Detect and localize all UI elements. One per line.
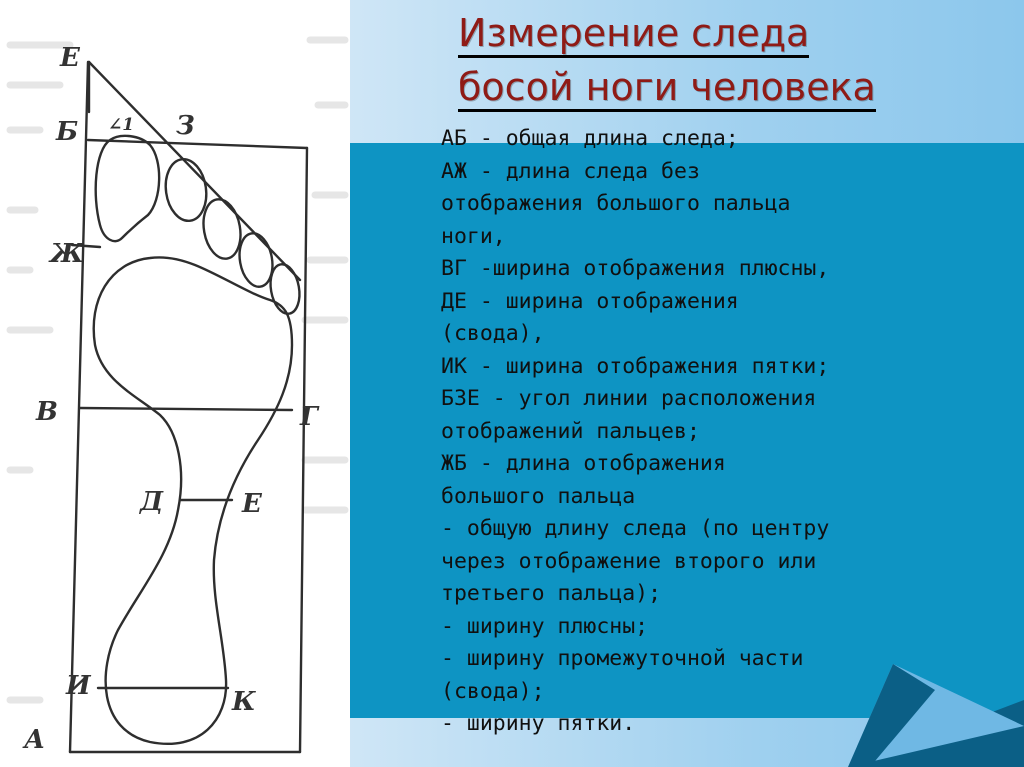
label-k: К bbox=[232, 687, 256, 717]
text-line: ноги, bbox=[441, 223, 506, 249]
text-line: ДЕ - ширина отображения bbox=[441, 288, 739, 314]
title-line-2: босой ноги человека bbox=[458, 65, 876, 112]
text-line: ЖБ - длина отображения bbox=[441, 451, 726, 476]
big-toe-outline bbox=[96, 136, 159, 241]
text-line: АБ - общая длина следа; bbox=[441, 126, 739, 151]
line-v-g bbox=[80, 408, 292, 410]
label-d: Д bbox=[140, 487, 164, 517]
toe-3-outline bbox=[199, 196, 245, 261]
toe-2-outline bbox=[162, 157, 210, 224]
label-z: З bbox=[176, 111, 195, 141]
text-line: - ширину плюсны; bbox=[441, 613, 649, 639]
footprint-diagram bbox=[0, 0, 350, 767]
text-line: отображений пальцев; bbox=[441, 418, 700, 444]
right-edge-line bbox=[300, 148, 307, 752]
line-b-3 bbox=[88, 140, 307, 148]
toe-5-outline bbox=[267, 262, 303, 316]
text-line: ИК - ширина отображения пятки; bbox=[441, 353, 830, 379]
label-b: Б bbox=[56, 117, 79, 147]
label-i: И bbox=[66, 671, 91, 701]
label-a: А bbox=[24, 725, 46, 755]
label-g: Г bbox=[300, 402, 318, 432]
text-line: (свода); bbox=[441, 678, 545, 704]
label-angle: ∠1 bbox=[108, 115, 135, 135]
measurement-list bbox=[441, 123, 941, 741]
text-line: большого пальца bbox=[441, 483, 636, 509]
title-line-1: Измерение следа bbox=[458, 11, 809, 58]
label-e-lower: Е bbox=[242, 489, 262, 519]
text-line: через отображение второго или bbox=[441, 548, 817, 574]
page-title bbox=[458, 8, 998, 116]
label-e-top: Е bbox=[60, 43, 80, 73]
text-line: - общую длину следа (по центру bbox=[441, 516, 830, 541]
footprint-diagram-panel bbox=[0, 0, 350, 767]
text-line: АЖ - длина следа без bbox=[441, 158, 700, 184]
text-line: - ширину пятки. bbox=[441, 711, 636, 736]
text-line: ВГ -ширина отображения плюсны, bbox=[441, 256, 830, 281]
text-line: - ширину промежуточной части bbox=[441, 646, 804, 671]
text-line: (свода), bbox=[441, 321, 545, 346]
text-line: третьего пальца); bbox=[441, 581, 662, 606]
text-line: БЗЕ - угол линии расположения bbox=[441, 386, 817, 411]
text-line: отображения большого пальца bbox=[441, 191, 791, 216]
label-v: В bbox=[36, 397, 58, 427]
label-zh: Ж bbox=[50, 239, 85, 269]
